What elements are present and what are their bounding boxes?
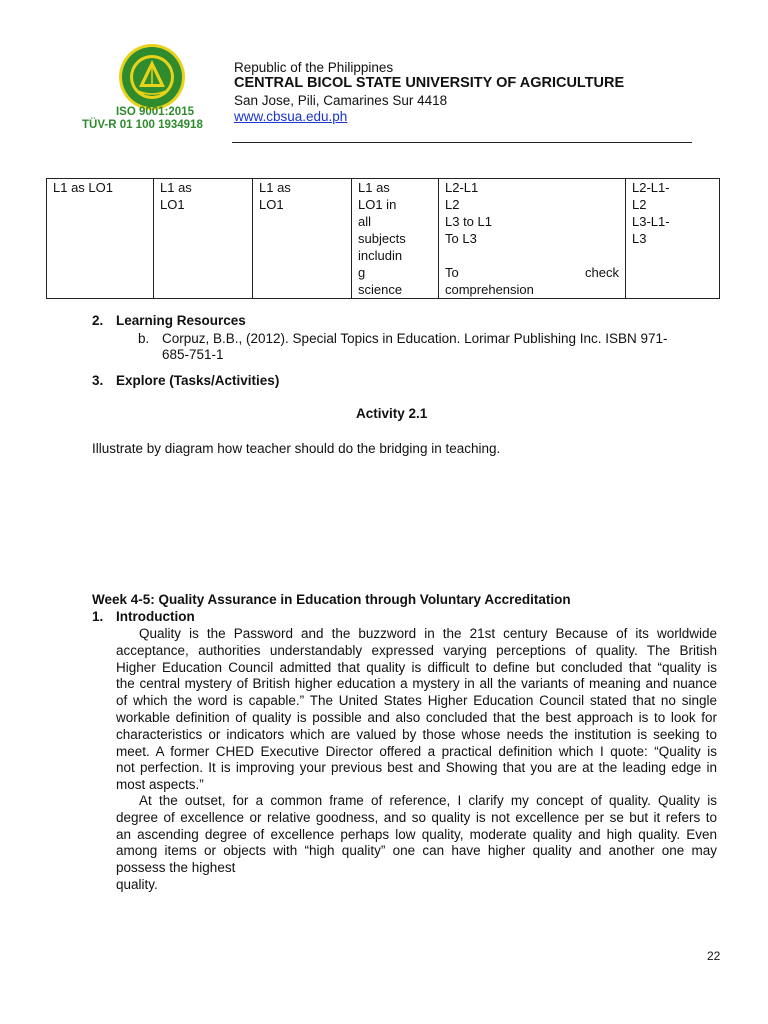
university-seal-icon (118, 43, 186, 111)
table-cell: L2-L1- L2 L3-L1- L3 (626, 179, 720, 299)
language-bridging-table (46, 178, 720, 299)
introduction-heading: Introduction (116, 609, 195, 624)
university-address: San Jose, Pili, Camarines Sur 4418 (234, 93, 448, 108)
page-number: 22 (707, 949, 721, 963)
table-cell: L2-L1 L2 L3 to L1 To L3 To check comprehension (439, 179, 626, 299)
paragraph-quality-definition: Quality is the Password and the buzzword in the 21st century Because of its worldwide acceptance, authorities understandably expressed varying perceptions of quality. The British Higher Education Council admitted that quality is difficult to define but concluded that “quality is the central mystery of British higher education a mystery in all the variants of meaning and nuance of which the word is capable.” The United States Higher Education Council stated that no single workable definition of quality is possible and also concluded that the best approach is to look for characteristics or indicators which are valued by those whose needs the institution is seeking to meet. A former CHED Executive Director offered a practical definition which I quote: “Quality is not perfection. It is improving your previous best and Showing that you are at the leading edge in most aspects.” (116, 626, 717, 793)
activity-instruction: Illustrate by diagram how teacher should do the bridging in teaching. (92, 441, 501, 456)
activity-title: Activity 2.1 (356, 406, 428, 421)
section-heading-learning-resources: Learning Resources (116, 313, 246, 328)
iso-certification: ISO 9001:2015 (115, 106, 194, 118)
university-name: CENTRAL BICOL STATE UNIVERSITY OF AGRICULTURE (234, 75, 625, 91)
table-cell: L1 as LO1 in all subjects includin g science (352, 179, 439, 299)
section-number: 1. (92, 609, 104, 624)
table-cell: L1 as LO1 (47, 179, 154, 299)
tuv-certification: TÜV-R 01 100 1934918 (82, 119, 203, 131)
section-number: 3. (92, 373, 104, 388)
section-number: 2. (92, 313, 104, 328)
table-row (47, 179, 720, 299)
paragraph-quality-concept: At the outset, for a common frame of reference, I clarify my concept of quality. Quality is degree of excellence or relative goodness, and so quality is not excellence per se but it refers to an ascending degree of excellence perhaps low quality, moderate quality and high quality. Even among items or objects with “high quality” one can have higher quality and another one may possess the highest quality. (116, 793, 717, 892)
website-link[interactable]: www.cbsua.edu.ph (234, 109, 348, 124)
reference-line: Corpuz, B.B., (2012). Special Topics in Education. Lorimar Publishing Inc. ISBN 971- (162, 331, 668, 346)
reference-line: 685-751-1 (162, 347, 224, 362)
table-cell: L1 as LO1 (154, 179, 253, 299)
week-heading: Week 4-5: Quality Assurance in Education through Voluntary Accreditation (92, 592, 571, 607)
section-heading-explore: Explore (Tasks/Activities) (116, 373, 280, 388)
list-marker: b. (138, 331, 150, 346)
republic-label: Republic of the Philippines (234, 60, 394, 75)
table-cell: L1 as LO1 (253, 179, 352, 299)
header-divider (232, 142, 692, 143)
